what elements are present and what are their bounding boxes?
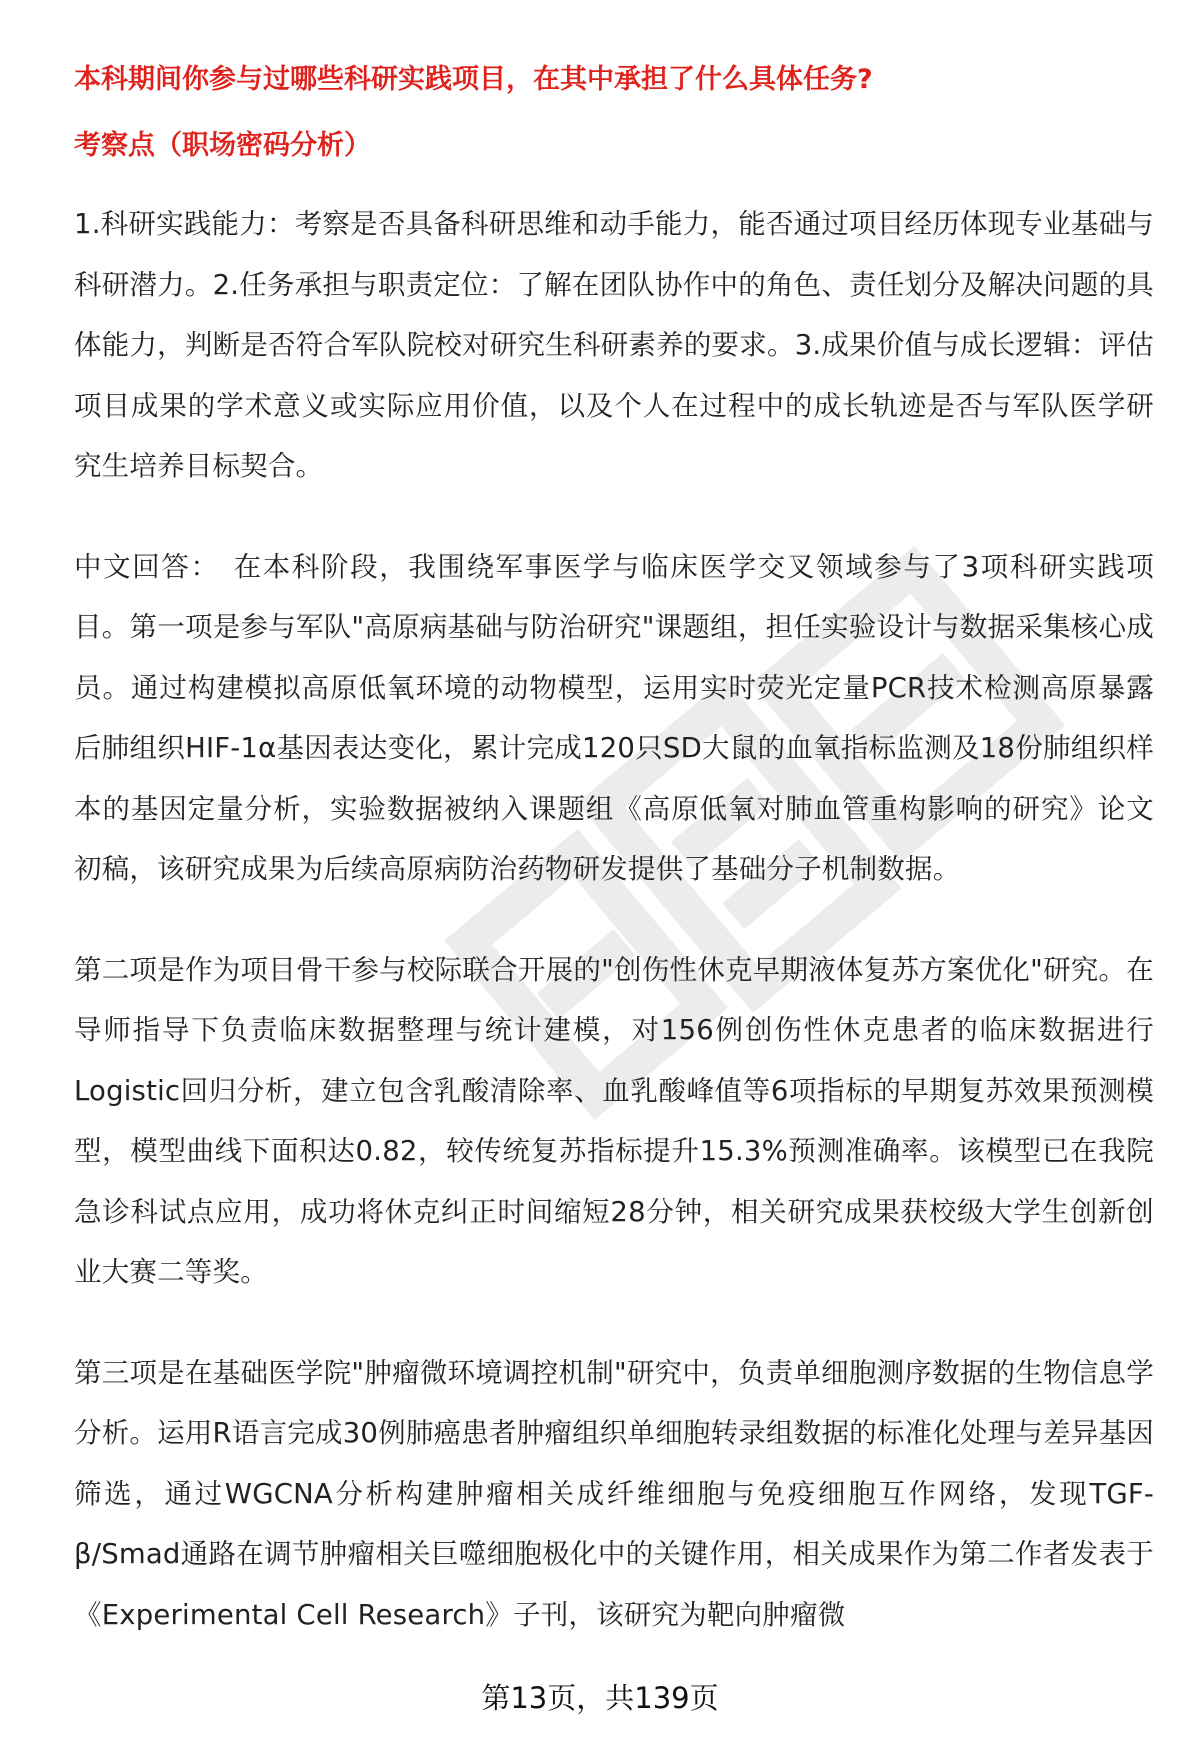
answer-label: 中文回答： [74,550,220,583]
question-heading: 本科期间你参与过哪些科研实践项目，在其中承担了什么具体任务? [74,64,873,95]
answer-paragraph-1-text: 在本科阶段，我围绕军事医学与临床医学交叉领域参与了3项科研实践项目。第一项是参与军队"高原病基础与防治研究"课题组，担任实验设计与数据采集核心成员。通过构建模拟高原低氧环境的动物模型，运用实时荧光定量PCR技术检测高原暴露后肺组织HIF-1α基因表达变化，累计完成120只SD大鼠的血氧指标监测及18份肺组织样本的基因定量分析，实验数据被纳入课题组《高原低氧对肺血管重构影响的研究》论文初稿，该研究成果为后续高原病防治药物研发提供了基础分子机制数据。 [74,550,1155,885]
assessment-points: 1.科研实践能力：考察是否具备科研思维和动手能力，能否通过项目经历体现专业基础与科研潜力。2.任务承担与职责定位：了解在团队协作中的角色、责任划分及解决问题的具体能力，判断是否符合军队院校对研究生科研素养的要求。3.成果价值与成长逻辑：评估项目成果的学术意义或实际应用价值，以及个人在过程中的成长轨迹是否与军队医学研究生培养目标契合。 [74,208,1154,482]
content-area [74,58,1154,1685]
section-title: 考察点（职场密码分析） [74,130,371,161]
answer-paragraph-1 [74,537,1154,900]
page-number: 第13页，共139页 [481,1681,719,1715]
answer-paragraph-2: 第二项是作为项目骨干参与校际联合开展的"创伤性休克早期液体复苏方案优化"研究。在导师指导下负责临床数据整理与统计建模，对156例创伤性休克患者的临床数据进行Logistic回归分析，建立包含乳酸清除率、血乳酸峰值等6项指标的早期复苏效果预测模型，模型曲线下面积达0.82，较传统复苏指标提升15.3%预测准确率。该模型已在我院急诊科试点应用，成功将休克纠正时间缩短28分钟，相关研究成果获校级大学生创新创业大赛二等奖。 [74,953,1154,1288]
answer-paragraph-3: 第三项是在基础医学院"肿瘤微环境调控机制"研究中，负责单细胞测序数据的生物信息学分析。运用R语言完成30例肺癌患者肿瘤组织单细胞转录组数据的标准化处理与差异基因筛选，通过WGCNA分析构建肿瘤相关成纤维细胞与免疫细胞互作网络，发现TGF-β/Smad通路在调节肿瘤相关巨噬细胞极化中的关键作用，相关成果作为第二作者发表于《Experimental Cell Research》子刊，该研究为靶向肿瘤微 [74,1356,1154,1631]
